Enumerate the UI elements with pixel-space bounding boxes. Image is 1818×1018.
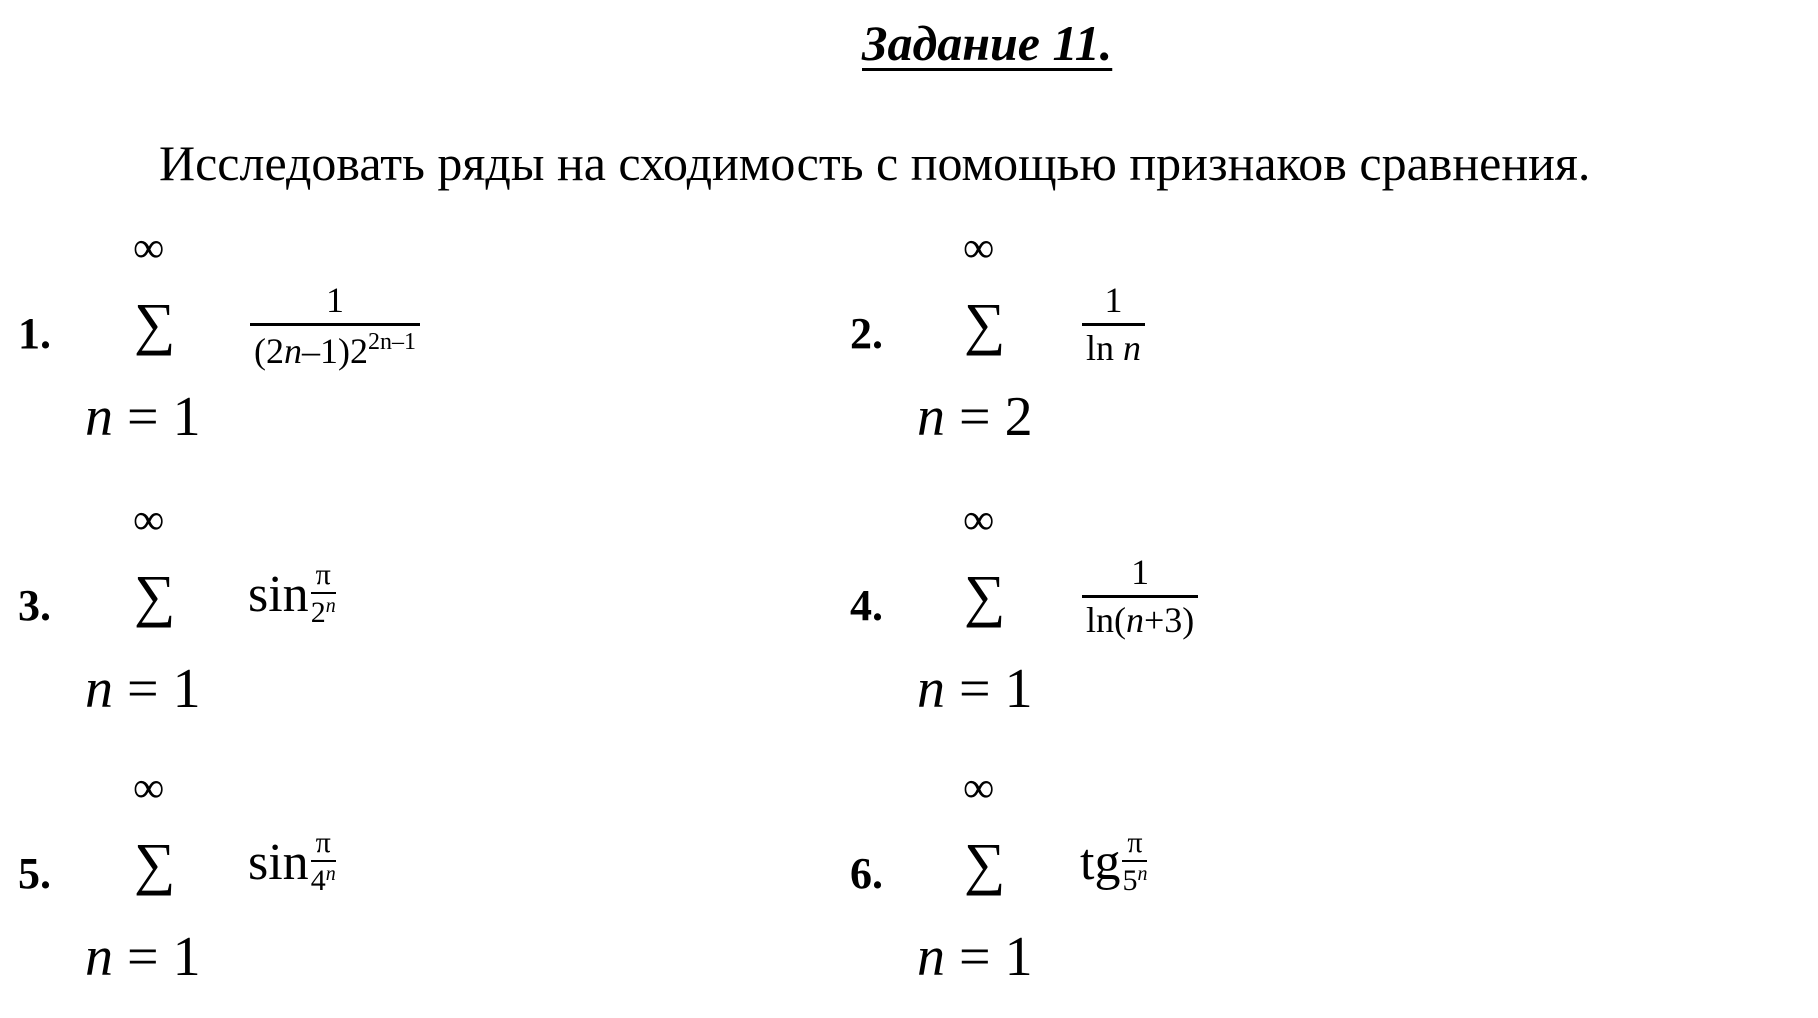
lower-limit-value: = 2 bbox=[945, 386, 1033, 448]
fraction-bar bbox=[311, 592, 336, 594]
fraction-bar bbox=[311, 860, 336, 862]
index-variable: n bbox=[917, 386, 945, 448]
upper-limit-infinity: ∞ bbox=[963, 763, 995, 812]
argument-fraction bbox=[311, 828, 336, 896]
lower-limit-value: = 1 bbox=[945, 658, 1033, 720]
lower-limit bbox=[917, 385, 1033, 449]
series-term-fraction bbox=[250, 282, 420, 371]
series-term-fraction bbox=[1082, 282, 1145, 368]
term-denominator: ln n bbox=[1086, 327, 1142, 368]
problem-number: 5. bbox=[18, 849, 51, 898]
series-term bbox=[248, 560, 336, 628]
fraction-denominator: 5$^n$ bbox=[1122, 863, 1148, 897]
fraction-bar bbox=[1082, 323, 1145, 326]
argument-fraction bbox=[1122, 828, 1147, 896]
lower-limit bbox=[917, 925, 1033, 989]
fraction-numerator: π bbox=[315, 826, 331, 859]
fraction-bar bbox=[250, 323, 420, 326]
index-variable: n bbox=[85, 386, 113, 448]
index-variable: n bbox=[85, 926, 113, 988]
fraction-bar bbox=[1122, 860, 1147, 862]
term-numerator: 1 bbox=[1131, 552, 1150, 592]
fraction-bar bbox=[1082, 595, 1198, 598]
function-name: sin bbox=[248, 833, 309, 891]
fraction-numerator: π bbox=[1127, 826, 1143, 859]
problem-number: 2. bbox=[850, 309, 883, 358]
upper-limit-infinity: ∞ bbox=[963, 495, 995, 544]
lower-limit-value: = 1 bbox=[113, 658, 201, 720]
lower-limit bbox=[917, 657, 1033, 721]
index-variable: n bbox=[85, 658, 113, 720]
function-name: tg bbox=[1080, 833, 1121, 891]
problem-number: 3. bbox=[18, 581, 51, 630]
argument-fraction bbox=[311, 560, 336, 628]
fraction-denominator: 2$^n$ bbox=[310, 595, 336, 629]
lower-limit-value: = 1 bbox=[945, 926, 1033, 988]
sigma-symbol: ∑ bbox=[964, 291, 1006, 356]
term-numerator: 1 bbox=[1104, 280, 1123, 320]
lower-limit bbox=[85, 925, 201, 989]
upper-limit-infinity: ∞ bbox=[133, 763, 165, 812]
task-title: Задание 11. bbox=[862, 15, 1113, 71]
fraction-numerator: π bbox=[315, 558, 331, 591]
lower-limit-value: = 1 bbox=[113, 926, 201, 988]
function-name: sin bbox=[248, 565, 309, 623]
sigma-symbol: ∑ bbox=[134, 563, 176, 628]
upper-limit-infinity: ∞ bbox=[963, 223, 995, 272]
series-term bbox=[1080, 828, 1147, 896]
lower-limit-value: = 1 bbox=[113, 386, 201, 448]
sigma-symbol: ∑ bbox=[134, 831, 176, 896]
lower-limit bbox=[85, 657, 201, 721]
task-instruction: Исследовать ряды на сходимость с помощью признаков сравнения. bbox=[159, 135, 1591, 191]
term-numerator: 1 bbox=[326, 280, 344, 320]
problem-number: 6. bbox=[850, 849, 883, 898]
series-term-fraction bbox=[1082, 554, 1198, 640]
term-denominator: ln(n+3) bbox=[1086, 599, 1195, 640]
sigma-symbol: ∑ bbox=[964, 563, 1006, 628]
upper-limit-infinity: ∞ bbox=[133, 223, 165, 272]
series-term bbox=[248, 828, 336, 896]
lower-limit bbox=[85, 385, 201, 449]
index-variable: n bbox=[917, 926, 945, 988]
term-denominator: $(2n-1)2^{2n-1}$ bbox=[254, 328, 416, 371]
problem-number: 1. bbox=[18, 309, 51, 358]
problem-number: 4. bbox=[850, 581, 883, 630]
fraction-denominator: 4$^n$ bbox=[310, 863, 336, 897]
term-exponent: 2n–1 bbox=[368, 328, 416, 355]
sigma-symbol: ∑ bbox=[134, 291, 176, 356]
upper-limit-infinity: ∞ bbox=[133, 495, 165, 544]
sigma-symbol: ∑ bbox=[964, 831, 1006, 896]
index-variable: n bbox=[917, 658, 945, 720]
